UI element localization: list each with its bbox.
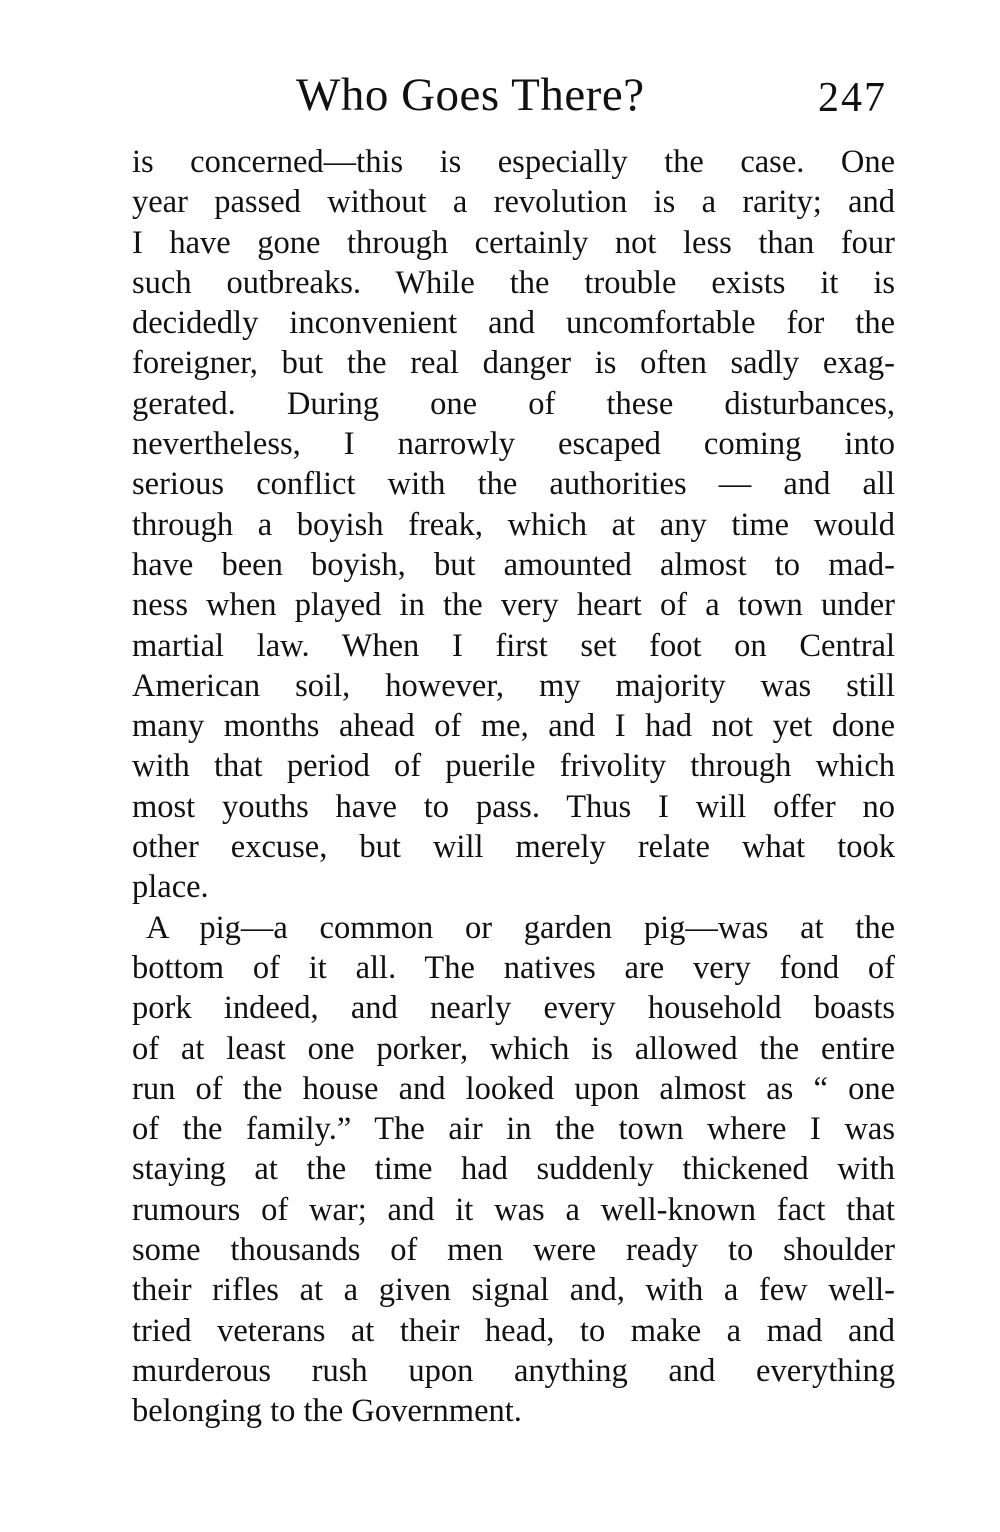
text-line: nevertheless, I narrowly escaped coming into (132, 426, 895, 463)
page-body (132, 142, 895, 1432)
text-line: staying at the time had suddenly thickened with (132, 1151, 895, 1188)
text-line: ness when played in the very heart of a town under (132, 587, 895, 624)
text-line: other excuse, but will merely relate what took (132, 829, 895, 866)
text-line: with that period of puerile frivolity through which (132, 748, 895, 785)
text-line: such outbreaks. While the trouble exists it is (132, 264, 895, 301)
text-line: I have gone through certainly not less than four (132, 224, 895, 261)
text-line: bottom of it all. The natives are very fond of (132, 949, 895, 986)
running-title: Who Goes There? (296, 69, 645, 121)
text-line: serious conflict with the authorities — and all (132, 466, 895, 503)
text-line: many months ahead of me, and I had not yet done (132, 708, 895, 745)
text-line: decidedly inconvenient and uncomfortable for the (132, 305, 895, 342)
text-line: foreigner, but the real danger is often sadly exag- (132, 345, 895, 382)
text-line: run of the house and looked upon almost as “ one (132, 1070, 895, 1107)
text-line: pork indeed, and nearly every household boasts (132, 990, 895, 1027)
text-line: through a boyish freak, which at any time would (132, 506, 895, 543)
running-header (0, 68, 1000, 128)
paragraph (132, 908, 895, 1432)
text-line: of at least one porker, which is allowed the entire (132, 1030, 895, 1067)
text-line: A pig—a common or garden pig—was at the (146, 909, 895, 946)
text-line: American soil, however, my majority was still (132, 667, 895, 704)
text-line: their rifles at a given signal and, with a few well- (132, 1272, 895, 1309)
text-line: martial law. When I first set foot on Central (132, 627, 895, 664)
text-line: year passed without a revolution is a rarity; and (132, 184, 895, 221)
text-line: of the family.” The air in the town where I was (132, 1111, 895, 1148)
text-line: have been boyish, but amounted almost to mad- (132, 546, 895, 583)
text-line: some thousands of men were ready to shoulder (132, 1232, 895, 1269)
text-line: place. (132, 869, 209, 906)
page-number: 247 (818, 75, 887, 121)
text-line: is concerned—this is especially the case. One (132, 144, 895, 180)
text-line: tried veterans at their head, to make a mad and (132, 1312, 895, 1349)
text-line: murderous rush upon anything and everything (132, 1352, 895, 1389)
text-line: gerated. During one of these disturbances, (132, 385, 895, 422)
text-line: belonging to the Government. (132, 1393, 522, 1430)
text-line: rumours of war; and it was a well-known fact that (132, 1191, 895, 1228)
text-line: most youths have to pass. Thus I will offer no (132, 788, 895, 825)
paragraph (132, 142, 895, 908)
